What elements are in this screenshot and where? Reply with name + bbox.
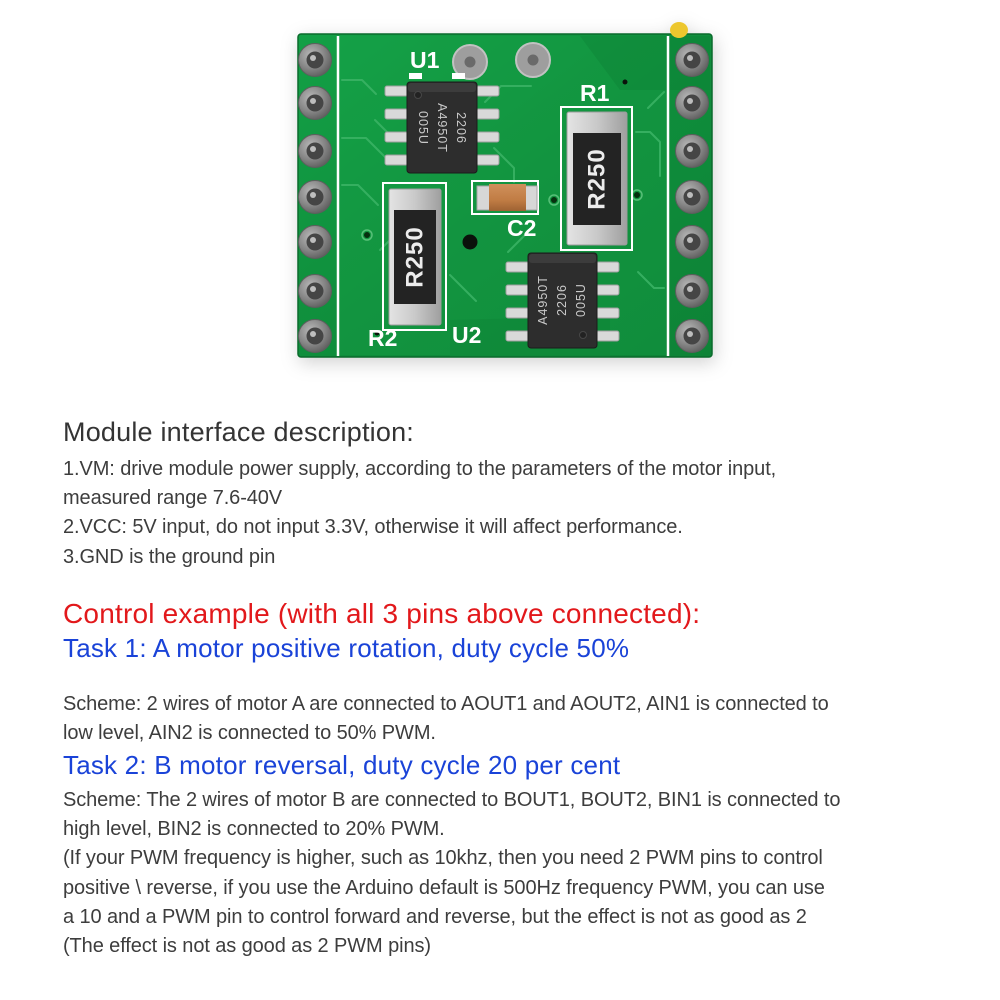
yellow-wire-tip [670, 22, 688, 38]
control-example-heading: Control example (with all 3 pins above connected): [63, 598, 701, 629]
silkscreen-label-u2: U2 [452, 322, 482, 348]
task2-note-line-4: (The effect is not as good as 2 PWM pins) [63, 935, 431, 958]
resistor-r2 [383, 183, 446, 330]
silkscreen-label-r1: R1 [580, 80, 610, 106]
silkscreen-label-c2: C2 [507, 215, 537, 241]
task2-title: Task 2: B motor reversal, duty cycle 20 per cent [63, 750, 621, 780]
section-task2 [63, 749, 840, 961]
interface-line-vcc: 2.VCC: 5V input, do not input 3.3V, otherwise it will affect performance. [63, 516, 683, 539]
resistor-r1 [561, 107, 632, 250]
task1-title: Task 1: A motor positive rotation, duty cycle 50% [63, 633, 630, 663]
section-module-interface [63, 417, 776, 572]
task2-scheme-line-2: high level, BIN2 is connected to 20% PWM. [63, 818, 445, 841]
silkscreen-label-r2: R2 [368, 325, 398, 351]
silkscreen-label-u1: U1 [410, 47, 440, 73]
chip-u2-marking-date: 2206 [555, 284, 569, 316]
chip-u1-marking-lot: 005U [416, 111, 430, 145]
task1-scheme-line-1: Scheme: 2 wires of motor A are connected to AOUT1 and AOUT2, AIN1 is connected to [63, 693, 829, 715]
interface-line-vm-2: measured range 7.6-40V [63, 487, 283, 510]
resistor-r2-marking: R250 [401, 226, 429, 288]
chip-u2-marking-part: A4950T [536, 275, 550, 325]
pcb-photo-svg [280, 20, 730, 370]
pcb-photo [280, 20, 730, 370]
capacitor-c2 [472, 181, 538, 214]
task2-note-line-1: (If your PWM frequency is higher, such as 10khz, then you need 2 PWM pins to control [63, 847, 823, 870]
task2-note-line-3: a 10 and a PWM pin to control forward and reverse, but the effect is not as good as 2 [63, 905, 807, 928]
chip-u1-marking-part: A4950T [435, 103, 449, 153]
section-control-example [63, 598, 829, 748]
interface-line-gnd: 3.GND is the ground pin [63, 545, 276, 568]
resistor-r1-marking: R250 [583, 148, 611, 210]
task2-note-line-2: positive \ reverse, if you use the Arduino default is 500Hz frequency PWM, you can use [63, 876, 825, 899]
task1-scheme-line-2: low level, AIN2 is connected to 50% PWM. [63, 722, 436, 745]
module-interface-heading: Module interface description: [63, 417, 414, 447]
interface-line-vm-1: 1.VM: drive module power supply, according to the parameters of the motor input, [63, 458, 777, 480]
task2-scheme-line-1: Scheme: The 2 wires of motor B are connected to BOUT1, BOUT2, BIN1 is connected to [63, 789, 841, 811]
chip-u1-marking-date: 2206 [454, 112, 468, 144]
chip-u2-marking-lot: 005U [574, 283, 588, 317]
